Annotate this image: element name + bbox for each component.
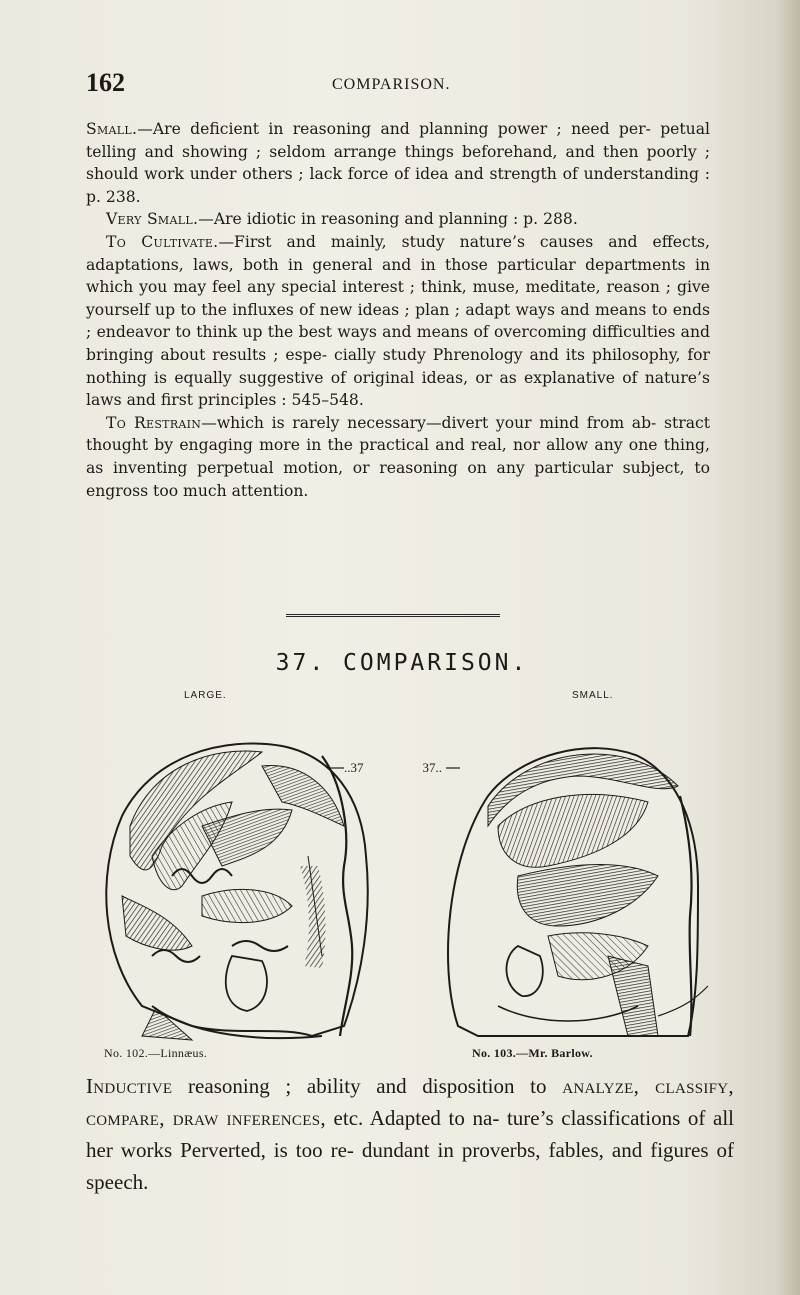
page-edge: [778, 0, 800, 1295]
caption-linnaeus: No. 102.—Linnæus.: [104, 1046, 208, 1060]
running-head: COMPARISON.: [332, 76, 451, 93]
para-text: —Are deficient in reasoning and planning power ; need per- petual telling and showing ; seldom arrange things beforehand, and then poorly ; should work under others ; lack force of idea and strength of understanding : p. 238.: [86, 120, 710, 206]
page-number: 162: [86, 68, 125, 97]
page-header: [86, 68, 714, 102]
para-text: —which is rarely necessary—divert your mind from ab- stract thought by engaging more in the practical and real, nor allow any one thing, as inventing perpetual motion, or reasoning on any particular subject, to engross too much attention.: [86, 413, 710, 500]
marker-right: 37..: [422, 760, 442, 775]
engraving-linnaeus: [82, 706, 402, 1050]
inductive-text-2: etc. Adapted to na- ture’s classifications of all her works Perverted, is too re- dundant in proverbs, fables, and figures of speech.: [86, 1106, 735, 1194]
para-lead: Very Small.: [106, 210, 199, 229]
inductive-text: [86, 1070, 734, 1198]
inductive-text-1: reasoning ; ability and disposition to: [172, 1074, 563, 1098]
paragraph-cultivate: [86, 231, 710, 412]
label-large: LARGE.: [184, 690, 227, 701]
para-lead: To Cultivate.: [106, 232, 219, 251]
inductive-smallcaps: analyze, classify, compare, draw inferences,: [86, 1074, 734, 1130]
paragraph-restrain: [86, 412, 710, 502]
para-lead: Small.: [86, 120, 138, 138]
inductive-lead: Inductive: [86, 1074, 173, 1098]
body-text: [86, 118, 710, 502]
paragraph-small: [86, 118, 710, 208]
section-divider: [286, 614, 500, 617]
figure-title: 37. COMPARISON.: [275, 650, 529, 676]
label-small: SMALL.: [572, 690, 614, 701]
inductive-paragraph: [86, 1070, 734, 1198]
para-lead: To Restrain: [106, 413, 202, 432]
para-text: —Are idiotic in reasoning and planning : p. 288.: [198, 210, 578, 229]
engraving-barlow: [398, 706, 718, 1050]
marker-left: ..37: [344, 760, 364, 775]
paragraph-very-small: [86, 208, 710, 231]
caption-barlow: No. 103.—Mr. Barlow.: [472, 1046, 593, 1060]
para-text: —First and mainly, study nature’s causes and effects, adaptations, laws, both in general and in those particular departments in which you may feel any special interest ; think, muse, meditate, reason ; give yourself up to the influxes of new ideas ; plan ; adapt ways and means to ends ; endeavor to think up the best ways and means of overcoming difficulties and bringing about results ; espe- cially study Phrenology and its philosophy, for nothing is equally suggestive of original ideas, or as explanative of nature’s laws and first principles : 545–548.: [86, 232, 710, 410]
